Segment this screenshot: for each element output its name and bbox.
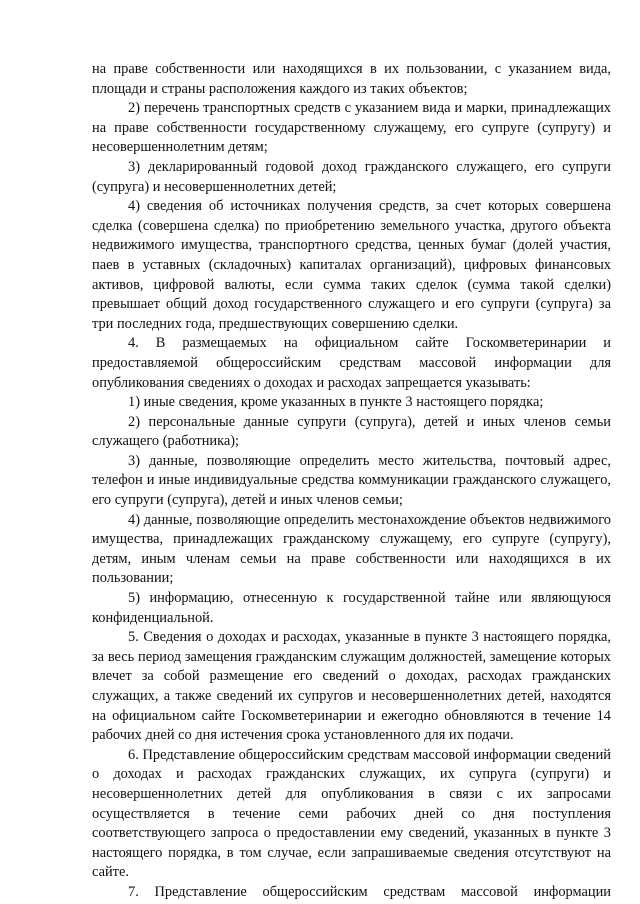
paragraph-prohibited-4: 4) данные, позволяющие определить местонахождение объектов недвижимого имущества, принадлежащих гражданскому служащему, его супруге (супругу), детям, иным членам семьи на праве собственности или находящихся в их пользовании; — [92, 511, 611, 587]
paragraph-continuation: на праве собственности или находящихся в их пользовании, с указанием вида, площади и страны расположения каждого из таких объектов; — [92, 61, 611, 97]
paragraph-item-4-sources: 4) сведения об источниках получения средств, за счет которых совершена сделка (совершена сделка) по приобретению земельного участка, другого объекта недвижимого имущества, транспортного средства, ценных бумаг (долей участия, паев в уставных (складочных) капиталах организаций), цифровых финансовых активов, цифровой валюты, если сумма таких сделок (сумма такой сделки) превышает общий доход государственного служащего и его супруги (супруга) за три последних года, предшествующих совершению сделки. — [92, 198, 611, 332]
paragraph-prohibited-2: 2) персональные данные супруги (супруга), детей и иных членов семьи служащего (работника); — [92, 413, 611, 450]
paragraph-prohibited-5: 5) информацию, отнесенную к государственной тайне или являющуюся конфиденциальной. — [92, 590, 611, 626]
paragraph-section-5: 5. Сведения о доходах и расходах, указанные в пункте 3 настоящего порядка, за весь период замещения гражданским служащим должностей, замещение которых влечет за собой размещение его сведений о доходах, расходах гражданских служащих, а также сведений их супругов и несовершеннолетних детей, находятся на официальном сайте Госкомветеринарии и ежегодно обновляются в течение 14 рабочих дней со дня истечения срока установленного для их подачи. — [92, 629, 611, 744]
paragraph-prohibited-3: 3) данные, позволяющие определить место жительства, почтовый адрес, телефон и иные индивидуальные средства коммуникации гражданского служащего, его супруги (супруга), детей и иных членов семьи; — [92, 452, 611, 509]
paragraph-section-6: 6. Представление общероссийским средствам массовой информации сведений о доходах и расходах гражданских служащих, их супруга (супруги) и несовершеннолетних детей для опубликования в связи с их запросами осуществляется в течение семи рабочих дней со дня поступления соответствующего запроса о предоставлении ему сведений, указанных в пункте 3 настоящего порядка, в том случае, если запрашиваемые сведения отсутствуют на сайте. — [92, 746, 611, 881]
paragraph-section-4: 4. В размещаемых на официальном сайте Госкомветеринарии и предоставляемой общероссийским средствам массовой информации для опубликования сведениях о доходах и расходах запрещается указывать: — [92, 335, 611, 391]
paragraph-item-3-income: 3) декларированный годовой доход гражданского служащего, его супруги (супруга) и несовершеннолетних детей; — [92, 158, 611, 195]
paragraph-item-2-vehicles: 2) перечень транспортных средств с указанием вида и марки, принадлежащих на праве собственности государственному служащему, его супруге (супругу) и несовершеннолетним детям; — [92, 100, 611, 156]
document-page — [92, 60, 611, 903]
paragraph-prohibited-1: 1) иные сведения, кроме указанных в пункте 3 настоящего порядка; — [128, 394, 544, 411]
paragraph-section-7: 7. Представление общероссийским средствам массовой информации — [128, 883, 611, 900]
